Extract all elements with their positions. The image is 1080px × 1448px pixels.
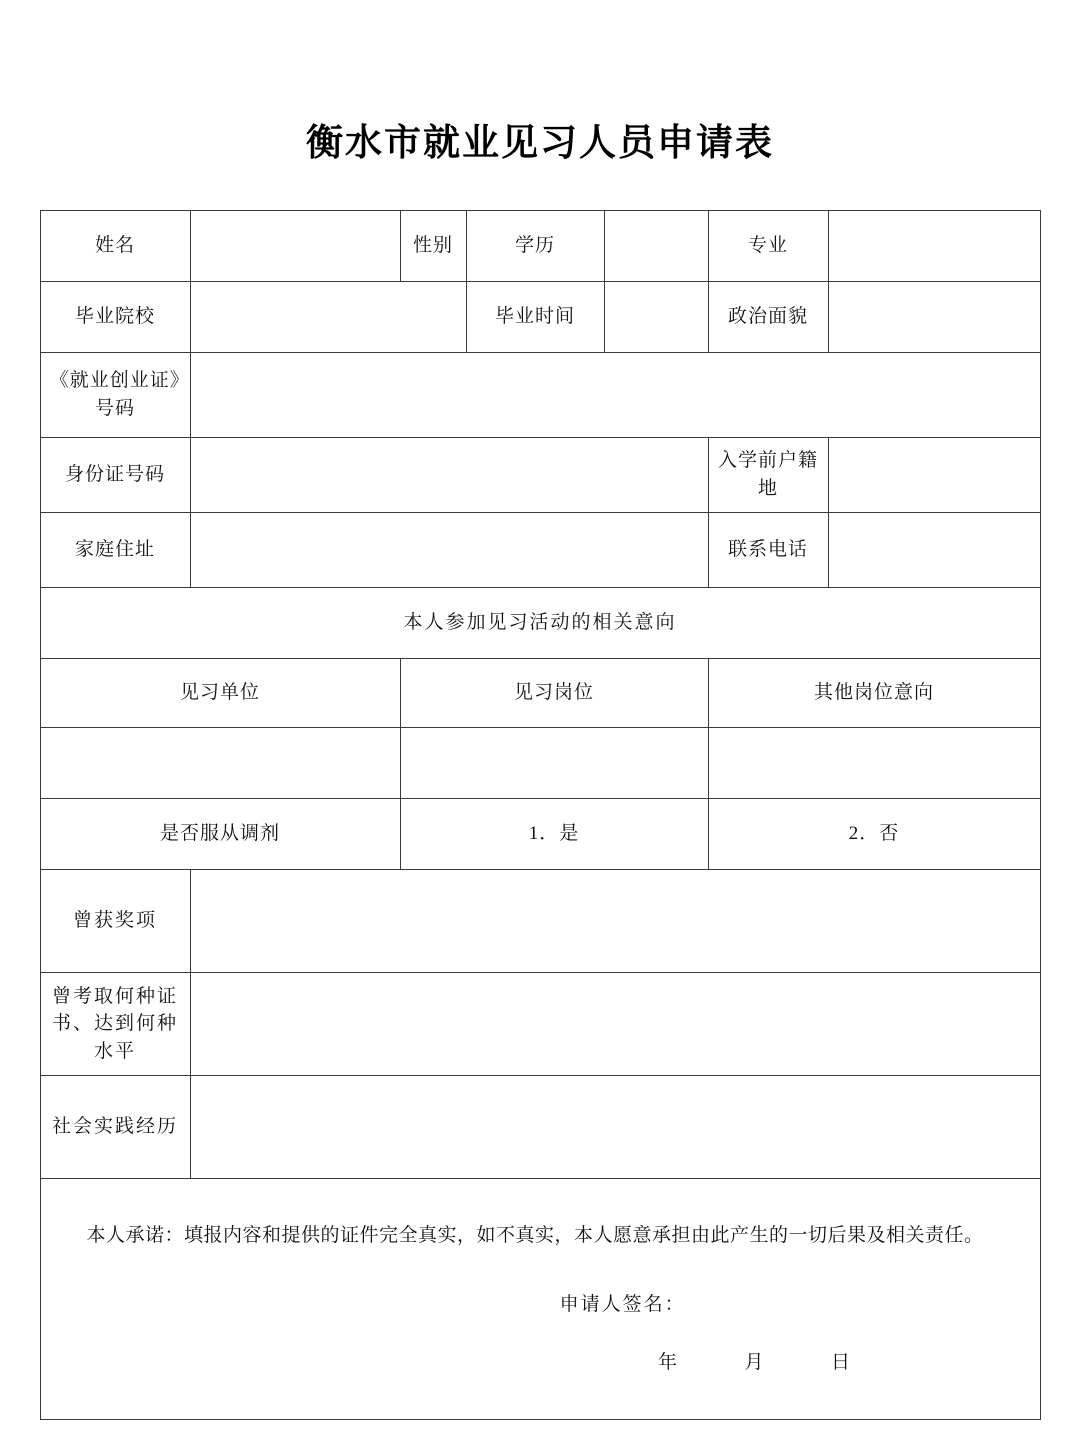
field-other-post-intent[interactable]: [708, 728, 1040, 799]
column-header-internship-post: 见习岗位: [400, 659, 708, 728]
table-row: [40, 973, 1040, 1076]
date-day-label: 日: [830, 1351, 852, 1373]
table-row: [40, 728, 1040, 799]
label-employment-cert-no: 《就业创业证》号码: [40, 353, 190, 438]
field-phone[interactable]: [828, 513, 1040, 588]
label-education: 学历: [466, 211, 604, 282]
field-home-address[interactable]: [190, 513, 708, 588]
label-phone: 联系电话: [708, 513, 828, 588]
application-form-table: [40, 210, 1041, 1420]
field-name[interactable]: [190, 211, 400, 282]
date-month-label: 月: [744, 1351, 766, 1373]
field-internship-unit[interactable]: [40, 728, 400, 799]
signature-label: 申请人签名：: [559, 1294, 686, 1316]
label-gender: 性别: [400, 211, 466, 282]
column-header-other-post-intent: 其他岗位意向: [708, 659, 1040, 728]
table-row: [40, 282, 1040, 353]
label-accept-adjustment: 是否服从调剂: [40, 799, 400, 870]
date-line: [49, 1349, 1032, 1377]
table-row: [40, 799, 1040, 870]
label-political-status: 政治面貌: [708, 282, 828, 353]
label-major: 专业: [708, 211, 828, 282]
label-social-practice: 社会实践经历: [40, 1076, 190, 1179]
table-row: [40, 1076, 1040, 1179]
field-political-status[interactable]: [828, 282, 1040, 353]
field-graduation-time[interactable]: [604, 282, 708, 353]
option-adjustment-yes[interactable]: 1．是: [400, 799, 708, 870]
field-employment-cert-no[interactable]: [190, 353, 1040, 438]
page-title: 衡水市就业见习人员申请表: [306, 120, 774, 164]
table-row: [40, 211, 1040, 282]
field-education[interactable]: [604, 211, 708, 282]
field-awards[interactable]: [190, 870, 1040, 973]
field-internship-post[interactable]: [400, 728, 708, 799]
table-row: [40, 438, 1040, 513]
label-pre-enrollment-hukou: 入学前户籍地: [708, 438, 828, 513]
pledge-text: 本人承诺：填报内容和提供的证件完全真实，如不真实，本人愿意承担由此产生的一切后果及相关责任。: [86, 1224, 984, 1246]
table-row: [40, 1179, 1040, 1420]
label-awards: 曾获奖项: [40, 870, 190, 973]
table-row: [40, 870, 1040, 973]
label-graduation-time: 毕业时间: [466, 282, 604, 353]
field-school[interactable]: [190, 282, 466, 353]
column-header-internship-unit: 见习单位: [40, 659, 400, 728]
label-home-address: 家庭住址: [40, 513, 190, 588]
field-certificates[interactable]: [190, 973, 1040, 1076]
table-row: [40, 588, 1040, 659]
option-adjustment-no[interactable]: 2．否: [708, 799, 1040, 870]
table-row: [40, 659, 1040, 728]
label-name: 姓名: [40, 211, 190, 282]
table-row: [40, 353, 1040, 438]
label-school: 毕业院校: [40, 282, 190, 353]
pledge-block: [40, 1179, 1040, 1420]
field-pre-enrollment-hukou[interactable]: [828, 438, 1040, 513]
label-certificates: 曾考取何种证书、达到何种水平: [40, 973, 190, 1076]
field-social-practice[interactable]: [190, 1076, 1040, 1179]
label-id-number: 身份证号码: [40, 438, 190, 513]
date-year-label: 年: [657, 1351, 679, 1373]
field-major[interactable]: [828, 211, 1040, 282]
field-id-number[interactable]: [190, 438, 708, 513]
table-row: [40, 513, 1040, 588]
intent-section-heading: 本人参加见习活动的相关意向: [40, 588, 1040, 659]
